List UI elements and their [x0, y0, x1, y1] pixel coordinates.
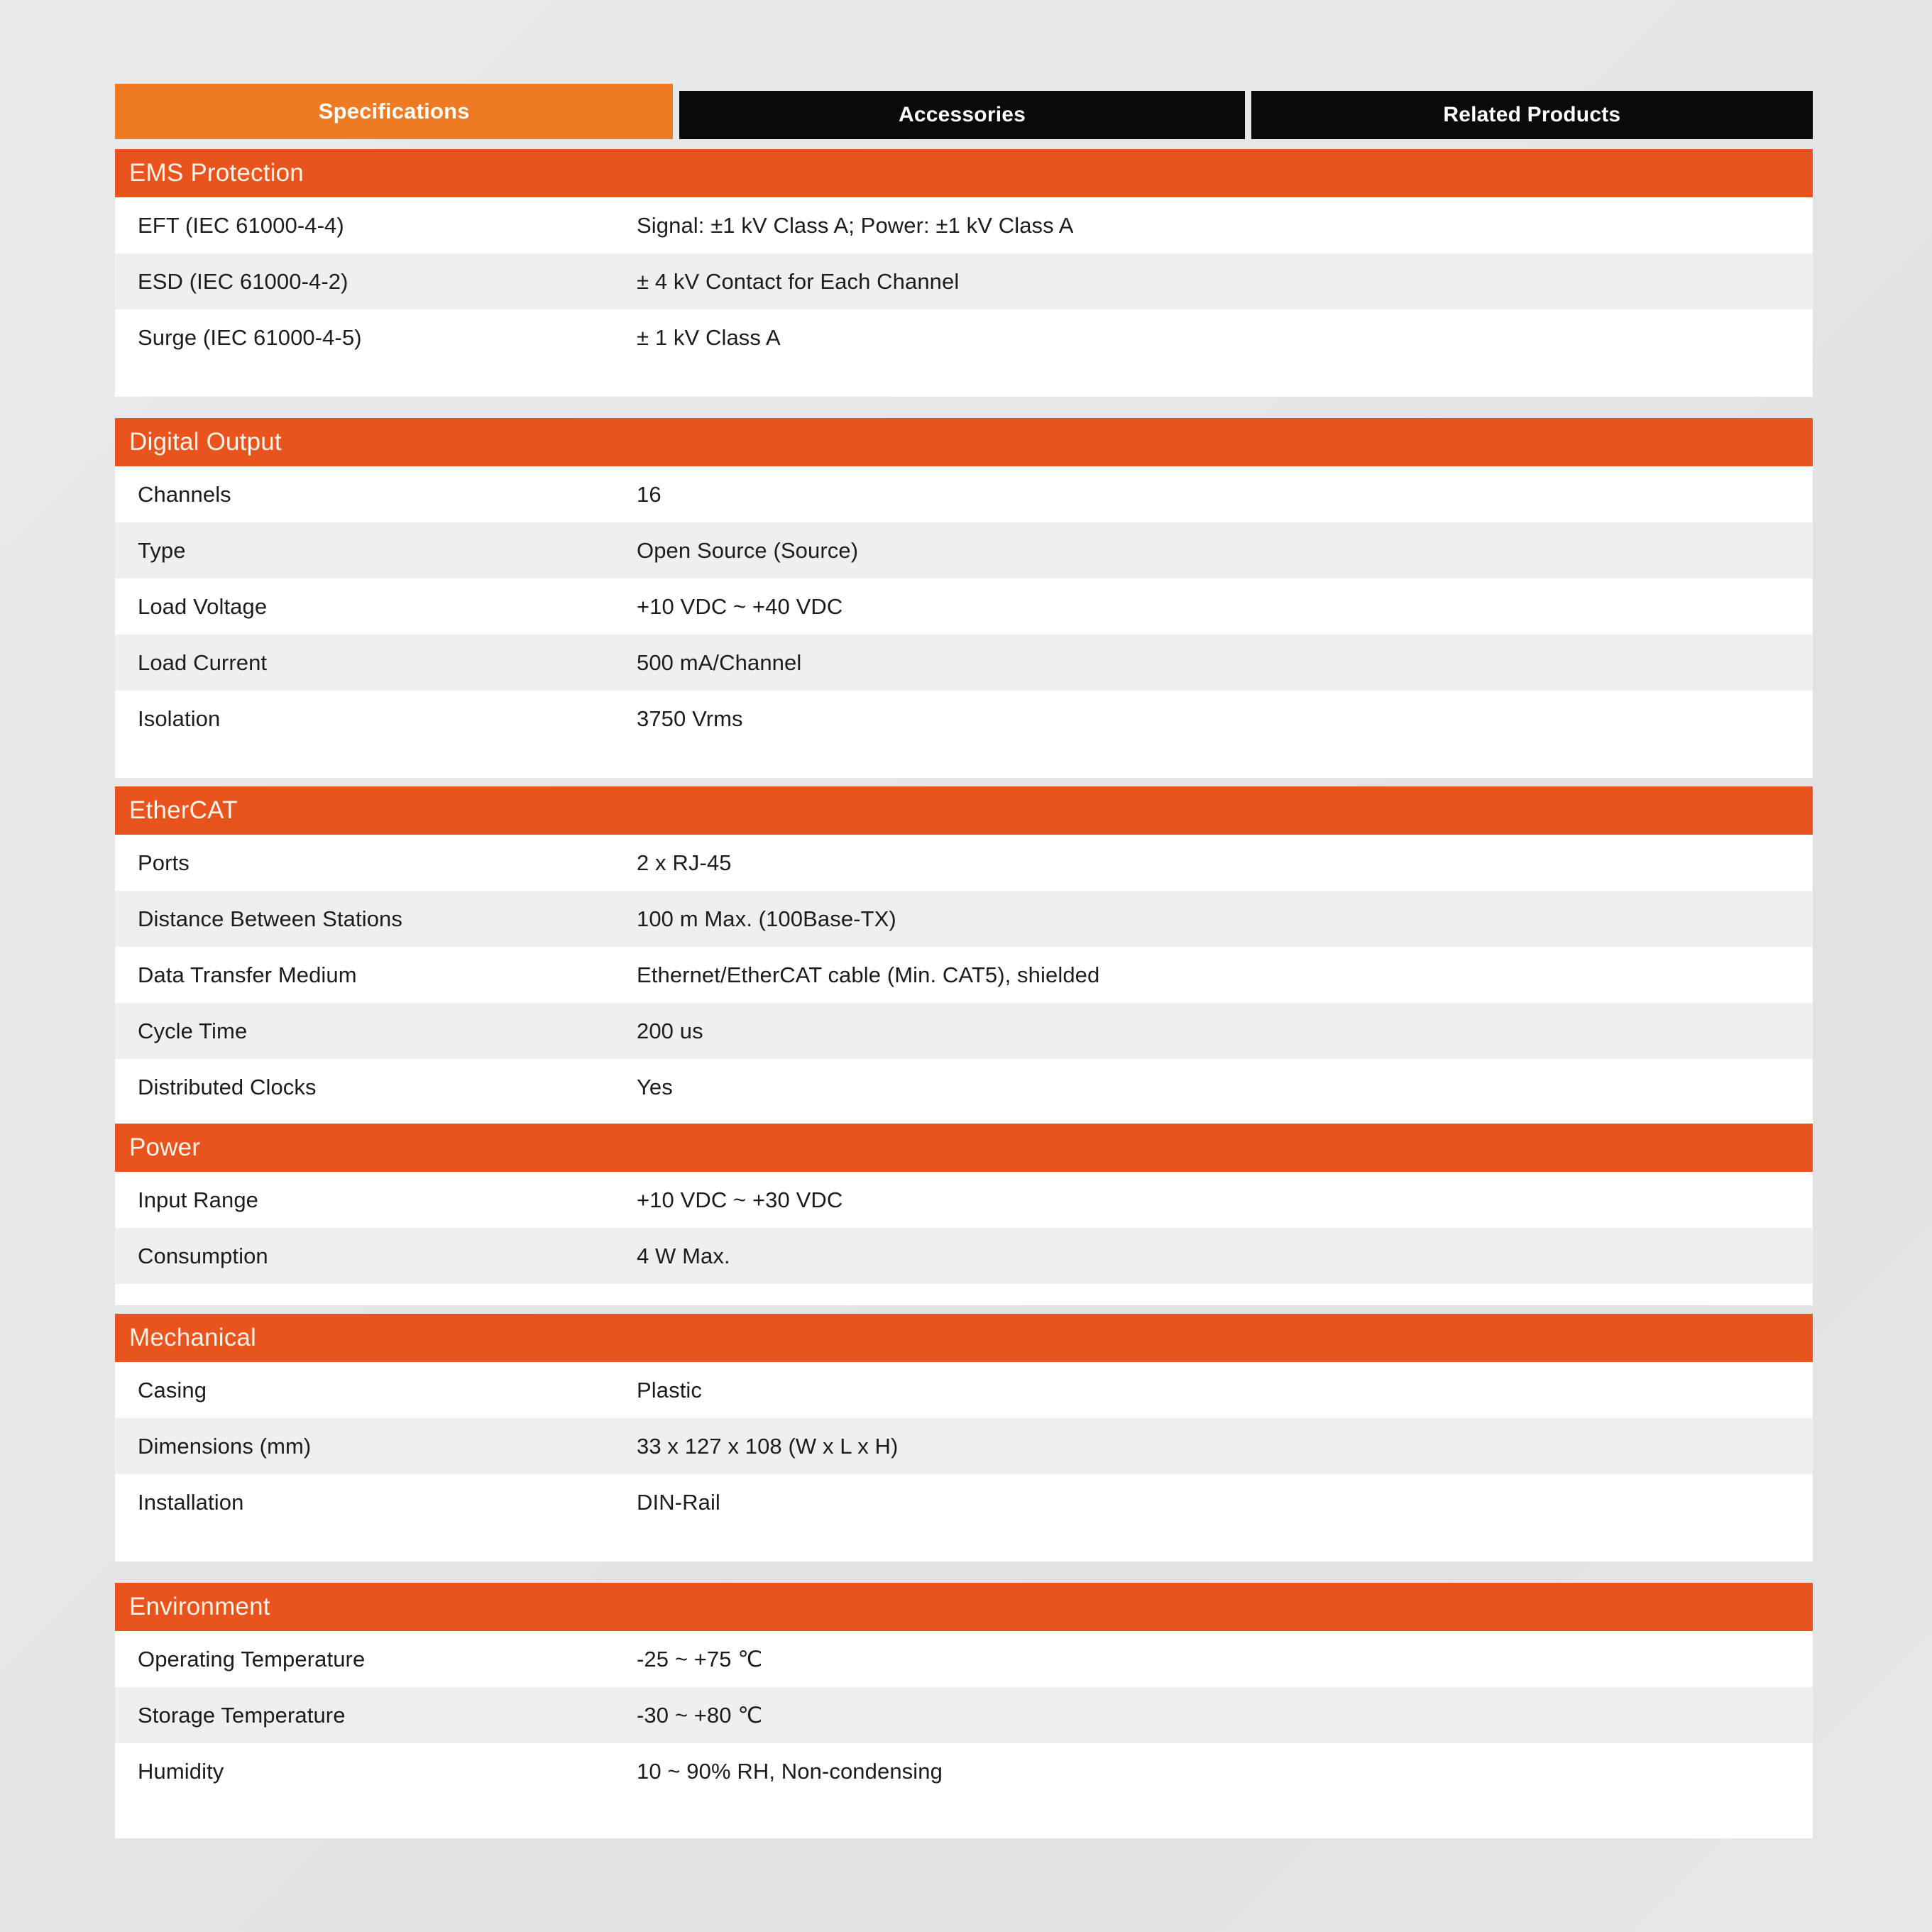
table-row [115, 522, 1813, 578]
row-label: Load Voltage [138, 593, 268, 619]
row-value: Yes [637, 1074, 673, 1099]
table-row [115, 691, 1813, 747]
section-rows-ethercat [115, 835, 1813, 1124]
section-digital-output [115, 418, 1813, 778]
table-row [115, 253, 1813, 309]
section-header-ethercat: EtherCAT [115, 786, 1813, 835]
specifications-panel [115, 84, 1813, 1838]
row-value: 500 mA/Channel [637, 649, 802, 675]
table-row [115, 1362, 1813, 1418]
row-label: Distance Between Stations [138, 906, 402, 931]
section-header-digital-output: Digital Output [115, 418, 1813, 466]
row-label: Consumption [138, 1243, 268, 1268]
tabbar-spacer [115, 139, 1813, 149]
row-label: Installation [138, 1489, 244, 1515]
row-value: Ethernet/EtherCAT cable (Min. CAT5), shielded [637, 962, 1100, 987]
row-label: Dimensions (mm) [138, 1433, 312, 1459]
section-tail [115, 1284, 1813, 1305]
row-label: Cycle Time [138, 1018, 248, 1043]
section-tail [115, 1799, 1813, 1838]
section-rows-ems-protection [115, 197, 1813, 397]
section-header-power: Power [115, 1124, 1813, 1172]
table-row [115, 835, 1813, 891]
row-label: Data Transfer Medium [138, 962, 357, 987]
row-value: 4 W Max. [637, 1243, 730, 1268]
row-label: ESD (IEC 61000-4-2) [138, 268, 348, 294]
section-environment [115, 1583, 1813, 1838]
section-rows-mechanical [115, 1362, 1813, 1561]
row-value: 2 x RJ-45 [637, 850, 732, 875]
section-header-environment: Environment [115, 1583, 1813, 1631]
tab-related-products[interactable] [1251, 91, 1813, 139]
row-value: Plastic [637, 1377, 703, 1403]
tab-accessories[interactable] [679, 91, 1244, 139]
table-row [115, 1743, 1813, 1799]
section-ethercat [115, 786, 1813, 1124]
row-label: Ports [138, 850, 190, 875]
row-value: Signal: ±1 kV Class A; Power: ±1 kV Class A [637, 212, 1074, 238]
table-row [115, 578, 1813, 635]
row-label: Distributed Clocks [138, 1074, 317, 1099]
table-row [115, 1687, 1813, 1743]
row-value: 33 x 127 x 108 (W x L x H) [637, 1433, 899, 1459]
row-value: +10 VDC ~ +40 VDC [637, 593, 843, 619]
section-power [115, 1124, 1813, 1305]
section-gap [115, 397, 1813, 418]
table-row [115, 1418, 1813, 1474]
row-label: EFT (IEC 61000-4-4) [138, 212, 344, 238]
row-value: 200 us [637, 1018, 703, 1043]
table-row [115, 947, 1813, 1003]
table-row [115, 1631, 1813, 1687]
table-row [115, 466, 1813, 522]
section-rows-power [115, 1172, 1813, 1305]
row-value: 16 [637, 481, 662, 507]
section-gap [115, 1561, 1813, 1583]
section-rows-digital-output [115, 466, 1813, 778]
section-rows-environment [115, 1631, 1813, 1838]
table-row [115, 1228, 1813, 1284]
section-gap [115, 1305, 1813, 1314]
tab-specifications[interactable] [115, 84, 673, 139]
table-row [115, 1474, 1813, 1530]
section-ems-protection [115, 149, 1813, 397]
section-tail [115, 1530, 1813, 1561]
table-row [115, 1172, 1813, 1228]
row-value: 3750 Vrms [637, 706, 743, 731]
row-label: Input Range [138, 1187, 259, 1212]
section-header-mechanical: Mechanical [115, 1314, 1813, 1362]
row-label: Isolation [138, 706, 221, 731]
row-label: Load Current [138, 649, 268, 675]
section-header-ems-protection: EMS Protection [115, 149, 1813, 197]
tab-specifications-label: Specifications [318, 99, 470, 124]
section-tail [115, 747, 1813, 778]
table-row [115, 1003, 1813, 1059]
tab-related-products-label: Related Products [1443, 103, 1621, 126]
row-label: Operating Temperature [138, 1646, 366, 1672]
row-value: DIN-Rail [637, 1489, 720, 1515]
row-label: Surge (IEC 61000-4-5) [138, 324, 362, 350]
row-label: Type [138, 537, 186, 563]
row-label: Casing [138, 1377, 207, 1403]
row-label: Storage Temperature [138, 1702, 346, 1728]
row-value: 100 m Max. (100Base-TX) [637, 906, 896, 931]
row-value: ± 1 kV Class A [637, 324, 781, 350]
table-row [115, 1059, 1813, 1115]
section-tail [115, 366, 1813, 397]
table-row [115, 197, 1813, 253]
table-row [115, 309, 1813, 366]
tab-bar [115, 84, 1813, 139]
row-value: -30 ~ +80 ℃ [637, 1702, 763, 1728]
section-tail [115, 1115, 1813, 1124]
row-label: Channels [138, 481, 231, 507]
row-label: Humidity [138, 1758, 224, 1784]
section-mechanical [115, 1314, 1813, 1561]
row-value: -25 ~ +75 ℃ [637, 1646, 763, 1672]
row-value: ± 4 kV Contact for Each Channel [637, 268, 960, 294]
row-value: 10 ~ 90% RH, Non-condensing [637, 1758, 943, 1784]
tab-accessories-label: Accessories [899, 103, 1026, 126]
table-row [115, 891, 1813, 947]
section-gap [115, 778, 1813, 786]
table-row [115, 635, 1813, 691]
row-value: +10 VDC ~ +30 VDC [637, 1187, 843, 1212]
row-value: Open Source (Source) [637, 537, 859, 563]
